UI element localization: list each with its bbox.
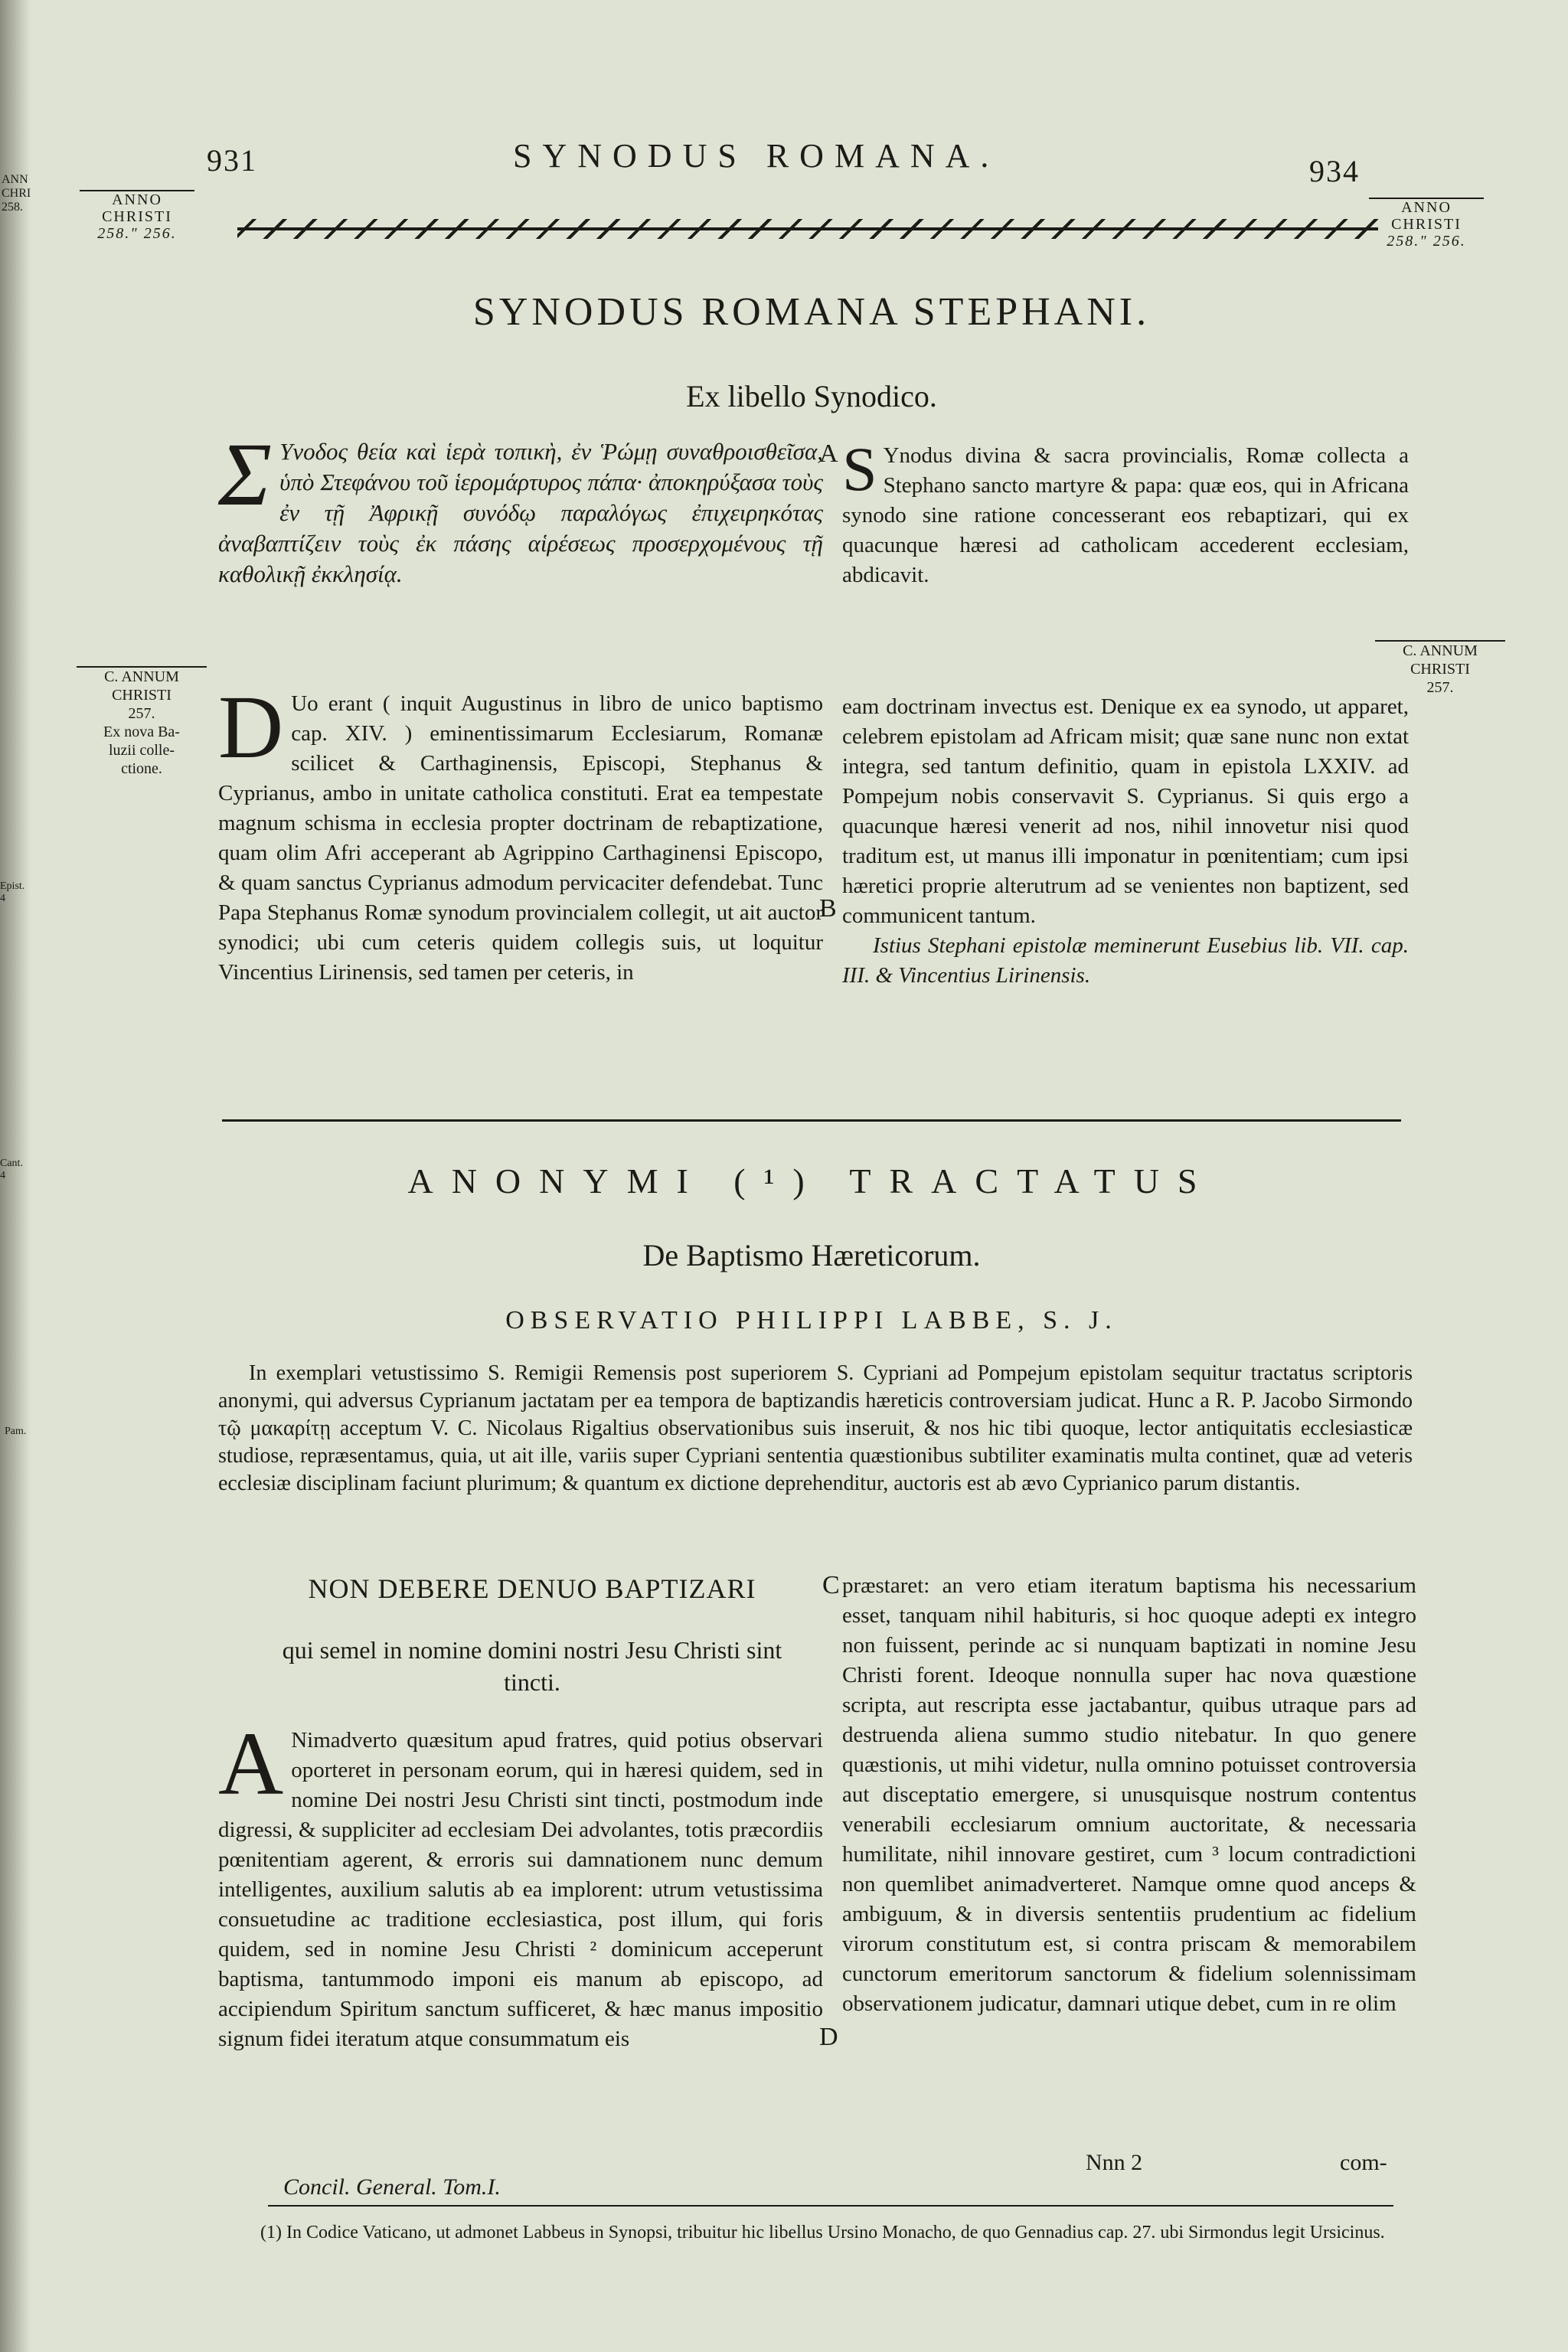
column-2-citation: Istius Stephani epistolæ meminerunt Eusebius lib. VII. cap. III. & Vincentius Lirinensis. xyxy=(842,933,1409,988)
side-line: 257. xyxy=(1426,679,1454,696)
column-1-text xyxy=(218,677,823,988)
fragment-line: 258. xyxy=(2,201,23,214)
fragment-line: ANN xyxy=(2,173,28,186)
side-line: CHRISTI xyxy=(112,687,172,704)
anno-left xyxy=(80,190,194,242)
observatio-text: In exemplari vetustissimo S. Remigii Remensis post superiorem S. Cypriani ad Pompejum epistolam sequitur tractatus scriptoris anonymi, qui adversus Cyprianum jactatam per ea tempora de baptizandis hæreticis controversiam judicat. Hunc a R. P. Jacobo Sirmondo τῷ μακαρίτῃ acceptum V. C. Nicolaus Rigaltius observationibus suis inseruit, & nos hic tibi quoque, lector antiquitatis ecclesiasticæ studiose, repræsentamus, quia, ut ait ille, variis super Cypriani sententia quæstionibus subtiliter examinatis multa continet, quæ ad veteris ecclesiæ disciplinam faciunt plurimum; & quantum ex dictione deprehenditur, auctoris est ab ævo Cyprianico parum distantis. xyxy=(218,1361,1413,1495)
greek-body: Υνοδος θεία καὶ ἱερὰ τοπικὴ, ἐν Ῥώμῃ συναθροισθεῖσα, ὑπὸ Στεφάνου τοῦ ἱερομάρτυρος πάπα· ἀποκηρύξασα τοὺς ἐν τῇ Ἀφρικῇ συνόδῳ παραλόγως ἐπιχειρηκότας ἀναβαπτίζειν τοὺς ἐκ πάσης αἱρέσεως προσερχομένους τῇ καθολικῇ ἐκκλησίᾳ. xyxy=(218,438,823,587)
side-note-right xyxy=(1375,640,1505,697)
side-line: C. ANNUM xyxy=(104,668,179,685)
footnote-rule xyxy=(268,2205,1393,2207)
column-letter-d: D xyxy=(819,2023,838,2051)
side-line: ctione. xyxy=(121,760,162,777)
fragment-line: CHRI xyxy=(2,187,31,200)
drop-cap: A xyxy=(218,1713,284,1814)
signature-text: Concil. General. Tom.I. xyxy=(283,2174,501,2200)
footnote: (1) In Codice Vaticano, ut admonet Labbeus in Synopsi, tribuitur hic libellus Ursino Monacho, de quo Gennadius cap. 27. ubi Sirmondus legit Ursicinus. xyxy=(260,2223,1385,2243)
catchword: com- xyxy=(1340,2150,1387,2175)
column-2-text xyxy=(842,692,1409,991)
anno-label: ANNO xyxy=(112,191,162,208)
latin-text xyxy=(842,434,1409,590)
tractatus-subtitle: De Baptismo Hæreticorum. xyxy=(642,1238,981,1272)
drop-cap: Σ xyxy=(218,424,273,524)
greek-text xyxy=(218,424,823,590)
page-number-left: 931 xyxy=(207,143,257,178)
anno-label: CHRISTI xyxy=(1391,216,1462,233)
page-number-right: 934 xyxy=(1309,154,1360,188)
page xyxy=(31,0,1568,2352)
drop-cap: D xyxy=(218,677,284,777)
drop-cap: S xyxy=(842,434,877,504)
section-title: SYNODUS ROMANA STEPHANI. xyxy=(472,290,1151,334)
tractatus-head: NON DEBERE DENUO BAPTIZARI xyxy=(308,1573,756,1604)
running-title: SYNODUS ROMANA. xyxy=(513,137,1000,175)
side-line: C. ANNUM xyxy=(1403,642,1478,659)
side-line: 257. xyxy=(128,705,155,722)
tractatus-subhead: qui semel in nomine domini nostri Jesu Christi sint tincti. xyxy=(282,1636,782,1696)
side-line: luzii colle- xyxy=(108,742,175,759)
signature-mark: Nnn 2 xyxy=(1086,2150,1143,2175)
column-letter-c: C xyxy=(822,1571,840,1599)
margin-fragment-cant: Cant. 4 xyxy=(0,1158,23,1181)
anno-label: ANNO xyxy=(1401,199,1452,216)
tractatus-column-1 xyxy=(218,1713,823,2054)
book-spine xyxy=(0,0,31,2352)
column-letter-b: B xyxy=(819,894,837,923)
margin-fragment-top xyxy=(2,173,31,214)
margin-fragment-epist: Epist. 4 xyxy=(0,880,25,904)
anno-years: 258." 256. xyxy=(97,225,177,242)
tractatus-column-1-body: Nimadverto quæsitum apud fratres, quid potius observari oporteret in personam eorum, qui in hæresi quidem, sed in nomine Dei nostri Jesu Christi sint tincti, postmodum inde digressi, & suppliciter ad ecclesiam Dei advolantes, totis præcordiis pœnitentiam agerent, & erroris sui damnationem nunc demum intelligentes, auxilium salutis ab ea implorent: utrum vetustissima consuetudine ac traditione ecclesiastica, post illum, qui foris quidem, sed in nomine Jesu Christi ² dominicum acceperunt baptisma, tantummodo imponi eis manum ab episcopo, ad accipiendum Spiritum sanctum sufficeret, & hæc manus impositio signum fidei iteratum atque consummatum eis xyxy=(218,1728,823,2051)
tractatus-title: ANONYMI (¹) TRACTATUS xyxy=(407,1161,1216,1200)
column-2-body: eam doctrinam invectus est. Denique ex ea synodo, ut apparet, celebrem epistolam ad Africam misit; quæ sane nunc non extat integra, sed tantum definitio, quam in epistola LXXIV. ad Pompejum nobis conservavit S. Cyprianus. Si quis ergo a quacunque hæresi venerit ad nos, nihil innovetur nisi quod traditum est, ut manus illi imponatur in pœnitentiam; cum ipsi hæretici proprie alterutrum ad se venientes non baptizent, sed communicent tantum. xyxy=(842,694,1409,928)
margin-fragment-pam: Pam. xyxy=(5,1426,27,1437)
signature-line xyxy=(283,2174,501,2200)
section-divider xyxy=(222,1119,1401,1122)
column-letter-a: A xyxy=(819,439,838,468)
side-note-left xyxy=(77,666,207,778)
side-line: CHRISTI xyxy=(1410,661,1470,678)
section-subtitle: Ex libello Synodico. xyxy=(686,379,937,413)
observatio-heading: OBSERVATIO PHILIPPI LABBE, S. J. xyxy=(505,1306,1118,1334)
column-1-body: Uo erant ( inquit Augustinus in libro de unico baptismo cap. XIV. ) eminentissimarum Ecclesiarum, Romanæ scilicet & Carthaginensis, Episcopi, Stephanus & Cyprianus, ambo in unitate catholica constituti. Erat ea tempestate magnum schisma in ecclesia propter doctrinam de rebaptizatione, quam olim Afri acceperant ab Agrippino Carthaginensi Episcopo, & quam sanctus Cyprianus admodum pervicaciter defendebat. Tunc Papa Stephanus Romæ synodum provincialem collegit, ut ait auctor synodici; ubi cum ceteris quidem collegis suis, ut loquitur Vincentius Lirinensis, sed tamen per ceteris, in xyxy=(218,691,823,985)
anno-years: 258." 256. xyxy=(1387,233,1466,250)
latin-body: Ynodus divina & sacra provincialis, Romæ collecta a Stephano sancto martyre & papa: quæ eos, qui in Africana synodo sine ratione concesserant eos rebaptizari, qui ex quacunque hæresi ad catholicam accederent ecclesiam, abdicavit. xyxy=(842,443,1409,587)
side-line: Ex nova Ba- xyxy=(103,724,180,740)
header-ornament xyxy=(237,219,1378,239)
anno-right xyxy=(1369,198,1484,250)
tractatus-column-2: præstaret: an vero etiam iteratum baptisma his necessarium esset, tanquam nihil habituris, si hoc quoque adepti ex integro non fuissent, perinde ac si nunquam baptizati in nomine Jesu Christi forent. Ideoque nonnulla super hac nova quæstione scripta, aut rescripta esse jactabantur, quibus utraque pars ad destruenda aliena summo studio nitebatur. In quo genere quæstionis, ut mihi videtur, nulla omnino potuisset controversia aut disceptatio emergere, si unusquisque nostrum contentus venerabili ecclesiarum omnium auctoritate, & necessaria humilitate, nihil innovare gestiret, cum ³ locum contradictioni non quemlibet animadverteret. Namque omne quod anceps & ambiguum, & in diversis sententiis prudentium ac fidelium virorum constitutum est, si contra priscam & memorabilem cunctorum emeritorum sanctorum & fidelium solennissimam observationem judicatur, damnari utique debet, cum in re olim xyxy=(842,1573,1416,2016)
anno-label: CHRISTI xyxy=(102,208,172,225)
